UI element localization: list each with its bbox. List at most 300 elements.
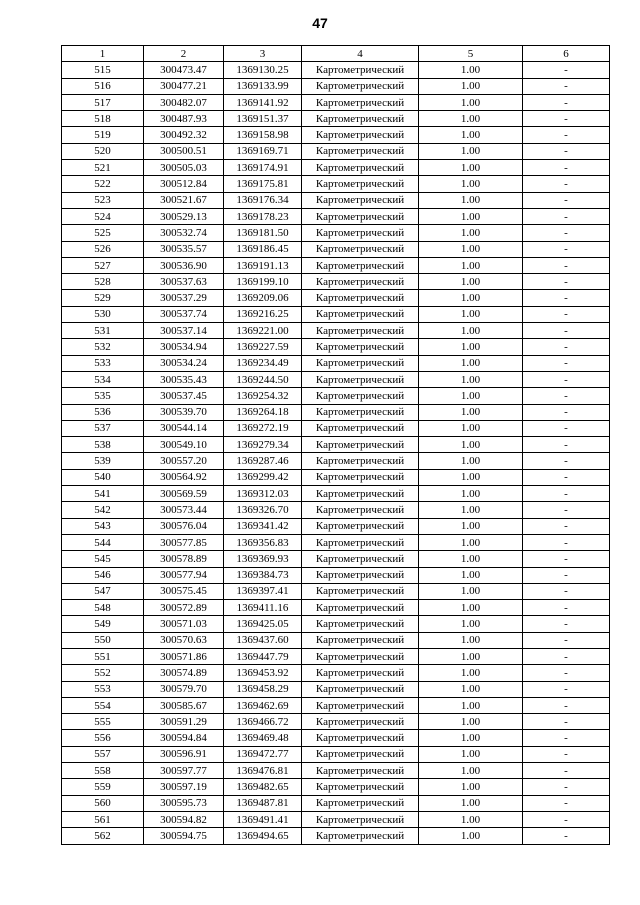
point-number-cell: 516 xyxy=(62,78,144,94)
method-cell: Картометрический xyxy=(302,746,419,762)
method-cell: Картометрический xyxy=(302,714,419,730)
note-cell: - xyxy=(523,371,610,387)
method-cell: Картометрический xyxy=(302,257,419,273)
method-cell: Картометрический xyxy=(302,518,419,534)
accuracy-cell: 1.00 xyxy=(419,192,523,208)
accuracy-cell: 1.00 xyxy=(419,714,523,730)
accuracy-cell: 1.00 xyxy=(419,225,523,241)
x-coordinate-cell: 300597.19 xyxy=(144,779,224,795)
column-header: 3 xyxy=(224,46,302,62)
point-number-cell: 547 xyxy=(62,583,144,599)
table-row xyxy=(62,616,610,632)
column-header: 1 xyxy=(62,46,144,62)
accuracy-cell: 1.00 xyxy=(419,502,523,518)
y-coordinate-cell: 1369425.05 xyxy=(224,616,302,632)
y-coordinate-cell: 1369130.25 xyxy=(224,62,302,78)
point-number-cell: 549 xyxy=(62,616,144,632)
method-cell: Картометрический xyxy=(302,274,419,290)
y-coordinate-cell: 1369487.81 xyxy=(224,795,302,811)
note-cell: - xyxy=(523,94,610,110)
note-cell: - xyxy=(523,437,610,453)
method-cell: Картометрический xyxy=(302,534,419,550)
y-coordinate-cell: 1369176.34 xyxy=(224,192,302,208)
accuracy-cell: 1.00 xyxy=(419,355,523,371)
note-cell: - xyxy=(523,583,610,599)
method-cell: Картометрический xyxy=(302,241,419,257)
method-cell: Картометрический xyxy=(302,502,419,518)
note-cell: - xyxy=(523,746,610,762)
x-coordinate-cell: 300573.44 xyxy=(144,502,224,518)
method-cell: Картометрический xyxy=(302,469,419,485)
x-coordinate-cell: 300512.84 xyxy=(144,176,224,192)
table-row xyxy=(62,62,610,78)
method-cell: Картометрический xyxy=(302,127,419,143)
point-number-cell: 545 xyxy=(62,551,144,567)
method-cell: Картометрический xyxy=(302,811,419,827)
x-coordinate-cell: 300577.94 xyxy=(144,567,224,583)
note-cell: - xyxy=(523,208,610,224)
note-cell: - xyxy=(523,78,610,94)
accuracy-cell: 1.00 xyxy=(419,681,523,697)
x-coordinate-cell: 300594.82 xyxy=(144,811,224,827)
x-coordinate-cell: 300482.07 xyxy=(144,94,224,110)
note-cell: - xyxy=(523,323,610,339)
accuracy-cell: 1.00 xyxy=(419,420,523,436)
method-cell: Картометрический xyxy=(302,94,419,110)
point-number-cell: 524 xyxy=(62,208,144,224)
point-number-cell: 525 xyxy=(62,225,144,241)
note-cell: - xyxy=(523,665,610,681)
accuracy-cell: 1.00 xyxy=(419,306,523,322)
table-row xyxy=(62,746,610,762)
table-row xyxy=(62,681,610,697)
note-cell: - xyxy=(523,811,610,827)
x-coordinate-cell: 300576.04 xyxy=(144,518,224,534)
point-number-cell: 555 xyxy=(62,714,144,730)
note-cell: - xyxy=(523,697,610,713)
y-coordinate-cell: 1369227.59 xyxy=(224,339,302,355)
table-row xyxy=(62,274,610,290)
note-cell: - xyxy=(523,648,610,664)
accuracy-cell: 1.00 xyxy=(419,208,523,224)
table-row xyxy=(62,632,610,648)
x-coordinate-cell: 300539.70 xyxy=(144,404,224,420)
point-number-cell: 523 xyxy=(62,192,144,208)
x-coordinate-cell: 300492.32 xyxy=(144,127,224,143)
x-coordinate-cell: 300557.20 xyxy=(144,453,224,469)
table-row xyxy=(62,795,610,811)
point-number-cell: 521 xyxy=(62,160,144,176)
note-cell: - xyxy=(523,486,610,502)
note-cell: - xyxy=(523,274,610,290)
accuracy-cell: 1.00 xyxy=(419,551,523,567)
accuracy-cell: 1.00 xyxy=(419,828,523,844)
accuracy-cell: 1.00 xyxy=(419,78,523,94)
method-cell: Картометрический xyxy=(302,192,419,208)
y-coordinate-cell: 1369264.18 xyxy=(224,404,302,420)
x-coordinate-cell: 300578.89 xyxy=(144,551,224,567)
column-header: 4 xyxy=(302,46,419,62)
accuracy-cell: 1.00 xyxy=(419,388,523,404)
method-cell: Картометрический xyxy=(302,730,419,746)
y-coordinate-cell: 1369133.99 xyxy=(224,78,302,94)
y-coordinate-cell: 1369384.73 xyxy=(224,567,302,583)
x-coordinate-cell: 300571.86 xyxy=(144,648,224,664)
column-header: 6 xyxy=(523,46,610,62)
accuracy-cell: 1.00 xyxy=(419,371,523,387)
accuracy-cell: 1.00 xyxy=(419,143,523,159)
note-cell: - xyxy=(523,111,610,127)
table-row xyxy=(62,208,610,224)
method-cell: Картометрический xyxy=(302,763,419,779)
x-coordinate-cell: 300537.63 xyxy=(144,274,224,290)
note-cell: - xyxy=(523,681,610,697)
note-cell: - xyxy=(523,616,610,632)
note-cell: - xyxy=(523,355,610,371)
y-coordinate-cell: 1369397.41 xyxy=(224,583,302,599)
table-row xyxy=(62,486,610,502)
table-row xyxy=(62,714,610,730)
note-cell: - xyxy=(523,453,610,469)
note-cell: - xyxy=(523,225,610,241)
y-coordinate-cell: 1369312.03 xyxy=(224,486,302,502)
note-cell: - xyxy=(523,730,610,746)
y-coordinate-cell: 1369234.49 xyxy=(224,355,302,371)
point-number-cell: 533 xyxy=(62,355,144,371)
x-coordinate-cell: 300595.73 xyxy=(144,795,224,811)
x-coordinate-cell: 300537.74 xyxy=(144,306,224,322)
accuracy-cell: 1.00 xyxy=(419,763,523,779)
accuracy-cell: 1.00 xyxy=(419,437,523,453)
table-row xyxy=(62,469,610,485)
note-cell: - xyxy=(523,160,610,176)
point-number-cell: 517 xyxy=(62,94,144,110)
method-cell: Картометрический xyxy=(302,665,419,681)
method-cell: Картометрический xyxy=(302,176,419,192)
method-cell: Картометрический xyxy=(302,583,419,599)
table-row xyxy=(62,551,610,567)
method-cell: Картометрический xyxy=(302,779,419,795)
y-coordinate-cell: 1369326.70 xyxy=(224,502,302,518)
note-cell: - xyxy=(523,176,610,192)
point-number-cell: 561 xyxy=(62,811,144,827)
y-coordinate-cell: 1369437.60 xyxy=(224,632,302,648)
accuracy-cell: 1.00 xyxy=(419,583,523,599)
x-coordinate-cell: 300521.67 xyxy=(144,192,224,208)
accuracy-cell: 1.00 xyxy=(419,257,523,273)
column-header: 2 xyxy=(144,46,224,62)
x-coordinate-cell: 300596.91 xyxy=(144,746,224,762)
accuracy-cell: 1.00 xyxy=(419,665,523,681)
y-coordinate-cell: 1369469.48 xyxy=(224,730,302,746)
x-coordinate-cell: 300529.13 xyxy=(144,208,224,224)
accuracy-cell: 1.00 xyxy=(419,746,523,762)
point-number-cell: 539 xyxy=(62,453,144,469)
note-cell: - xyxy=(523,62,610,78)
x-coordinate-cell: 300532.74 xyxy=(144,225,224,241)
table-row xyxy=(62,828,610,844)
point-number-cell: 532 xyxy=(62,339,144,355)
table-row xyxy=(62,111,610,127)
method-cell: Картометрический xyxy=(302,486,419,502)
x-coordinate-cell: 300594.84 xyxy=(144,730,224,746)
method-cell: Картометрический xyxy=(302,795,419,811)
note-cell: - xyxy=(523,779,610,795)
note-cell: - xyxy=(523,632,610,648)
note-cell: - xyxy=(523,257,610,273)
note-cell: - xyxy=(523,306,610,322)
y-coordinate-cell: 1369482.65 xyxy=(224,779,302,795)
x-coordinate-cell: 300577.85 xyxy=(144,534,224,550)
point-number-cell: 556 xyxy=(62,730,144,746)
accuracy-cell: 1.00 xyxy=(419,323,523,339)
y-coordinate-cell: 1369466.72 xyxy=(224,714,302,730)
accuracy-cell: 1.00 xyxy=(419,160,523,176)
method-cell: Картометрический xyxy=(302,339,419,355)
point-number-cell: 534 xyxy=(62,371,144,387)
table-row xyxy=(62,730,610,746)
point-number-cell: 528 xyxy=(62,274,144,290)
x-coordinate-cell: 300477.21 xyxy=(144,78,224,94)
point-number-cell: 538 xyxy=(62,437,144,453)
x-coordinate-cell: 300535.43 xyxy=(144,371,224,387)
y-coordinate-cell: 1369341.42 xyxy=(224,518,302,534)
note-cell: - xyxy=(523,420,610,436)
x-coordinate-cell: 300597.77 xyxy=(144,763,224,779)
x-coordinate-cell: 300579.70 xyxy=(144,681,224,697)
accuracy-cell: 1.00 xyxy=(419,94,523,110)
accuracy-cell: 1.00 xyxy=(419,62,523,78)
accuracy-cell: 1.00 xyxy=(419,111,523,127)
header-row xyxy=(62,46,610,62)
point-number-cell: 544 xyxy=(62,534,144,550)
x-coordinate-cell: 300549.10 xyxy=(144,437,224,453)
x-coordinate-cell: 300534.94 xyxy=(144,339,224,355)
y-coordinate-cell: 1369458.29 xyxy=(224,681,302,697)
x-coordinate-cell: 300487.93 xyxy=(144,111,224,127)
accuracy-cell: 1.00 xyxy=(419,339,523,355)
table-row xyxy=(62,306,610,322)
y-coordinate-cell: 1369216.25 xyxy=(224,306,302,322)
y-coordinate-cell: 1369141.92 xyxy=(224,94,302,110)
point-number-cell: 552 xyxy=(62,665,144,681)
table-row xyxy=(62,648,610,664)
x-coordinate-cell: 300537.45 xyxy=(144,388,224,404)
method-cell: Картометрический xyxy=(302,143,419,159)
method-cell: Картометрический xyxy=(302,160,419,176)
table-row xyxy=(62,176,610,192)
table-row xyxy=(62,811,610,827)
table-row xyxy=(62,437,610,453)
y-coordinate-cell: 1369411.16 xyxy=(224,600,302,616)
x-coordinate-cell: 300574.89 xyxy=(144,665,224,681)
method-cell: Картометрический xyxy=(302,616,419,632)
note-cell: - xyxy=(523,795,610,811)
method-cell: Картометрический xyxy=(302,62,419,78)
accuracy-cell: 1.00 xyxy=(419,632,523,648)
table-row xyxy=(62,371,610,387)
table-row xyxy=(62,779,610,795)
method-cell: Картометрический xyxy=(302,355,419,371)
point-number-cell: 520 xyxy=(62,143,144,159)
x-coordinate-cell: 300537.29 xyxy=(144,290,224,306)
accuracy-cell: 1.00 xyxy=(419,469,523,485)
x-coordinate-cell: 300473.47 xyxy=(144,62,224,78)
accuracy-cell: 1.00 xyxy=(419,453,523,469)
accuracy-cell: 1.00 xyxy=(419,534,523,550)
note-cell: - xyxy=(523,192,610,208)
point-number-cell: 540 xyxy=(62,469,144,485)
point-number-cell: 559 xyxy=(62,779,144,795)
y-coordinate-cell: 1369199.10 xyxy=(224,274,302,290)
accuracy-cell: 1.00 xyxy=(419,176,523,192)
note-cell: - xyxy=(523,600,610,616)
note-cell: - xyxy=(523,339,610,355)
y-coordinate-cell: 1369299.42 xyxy=(224,469,302,485)
point-number-cell: 542 xyxy=(62,502,144,518)
note-cell: - xyxy=(523,241,610,257)
method-cell: Картометрический xyxy=(302,290,419,306)
y-coordinate-cell: 1369462.69 xyxy=(224,697,302,713)
accuracy-cell: 1.00 xyxy=(419,567,523,583)
accuracy-cell: 1.00 xyxy=(419,600,523,616)
point-number-cell: 518 xyxy=(62,111,144,127)
note-cell: - xyxy=(523,143,610,159)
note-cell: - xyxy=(523,518,610,534)
y-coordinate-cell: 1369494.65 xyxy=(224,828,302,844)
point-number-cell: 554 xyxy=(62,697,144,713)
table-row xyxy=(62,339,610,355)
point-number-cell: 535 xyxy=(62,388,144,404)
note-cell: - xyxy=(523,127,610,143)
method-cell: Картометрический xyxy=(302,111,419,127)
point-number-cell: 519 xyxy=(62,127,144,143)
note-cell: - xyxy=(523,534,610,550)
table-row xyxy=(62,160,610,176)
y-coordinate-cell: 1369254.32 xyxy=(224,388,302,404)
y-coordinate-cell: 1369191.13 xyxy=(224,257,302,273)
y-coordinate-cell: 1369175.81 xyxy=(224,176,302,192)
note-cell: - xyxy=(523,404,610,420)
accuracy-cell: 1.00 xyxy=(419,404,523,420)
y-coordinate-cell: 1369221.00 xyxy=(224,323,302,339)
table-row xyxy=(62,583,610,599)
method-cell: Картометрический xyxy=(302,453,419,469)
x-coordinate-cell: 300575.45 xyxy=(144,583,224,599)
x-coordinate-cell: 300571.03 xyxy=(144,616,224,632)
y-coordinate-cell: 1369272.19 xyxy=(224,420,302,436)
y-coordinate-cell: 1369151.37 xyxy=(224,111,302,127)
y-coordinate-cell: 1369158.98 xyxy=(224,127,302,143)
table-row xyxy=(62,225,610,241)
point-number-cell: 522 xyxy=(62,176,144,192)
method-cell: Картометрический xyxy=(302,208,419,224)
table-row xyxy=(62,127,610,143)
x-coordinate-cell: 300534.24 xyxy=(144,355,224,371)
table-row xyxy=(62,388,610,404)
accuracy-cell: 1.00 xyxy=(419,127,523,143)
y-coordinate-cell: 1369476.81 xyxy=(224,763,302,779)
x-coordinate-cell: 300500.51 xyxy=(144,143,224,159)
y-coordinate-cell: 1369472.77 xyxy=(224,746,302,762)
accuracy-cell: 1.00 xyxy=(419,616,523,632)
x-coordinate-cell: 300570.63 xyxy=(144,632,224,648)
accuracy-cell: 1.00 xyxy=(419,241,523,257)
method-cell: Картометрический xyxy=(302,225,419,241)
method-cell: Картометрический xyxy=(302,388,419,404)
y-coordinate-cell: 1369169.71 xyxy=(224,143,302,159)
x-coordinate-cell: 300569.59 xyxy=(144,486,224,502)
y-coordinate-cell: 1369244.50 xyxy=(224,371,302,387)
table-row xyxy=(62,534,610,550)
x-coordinate-cell: 300536.90 xyxy=(144,257,224,273)
point-number-cell: 527 xyxy=(62,257,144,273)
note-cell: - xyxy=(523,388,610,404)
accuracy-cell: 1.00 xyxy=(419,811,523,827)
table-row xyxy=(62,78,610,94)
table-row xyxy=(62,502,610,518)
x-coordinate-cell: 300591.29 xyxy=(144,714,224,730)
method-cell: Картометрический xyxy=(302,567,419,583)
y-coordinate-cell: 1369181.50 xyxy=(224,225,302,241)
table-row xyxy=(62,355,610,371)
y-coordinate-cell: 1369453.92 xyxy=(224,665,302,681)
page-number: 47 xyxy=(312,15,328,31)
table-row xyxy=(62,567,610,583)
note-cell: - xyxy=(523,763,610,779)
table-header xyxy=(62,46,610,62)
note-cell: - xyxy=(523,502,610,518)
method-cell: Картометрический xyxy=(302,78,419,94)
y-coordinate-cell: 1369491.41 xyxy=(224,811,302,827)
point-number-cell: 515 xyxy=(62,62,144,78)
point-number-cell: 558 xyxy=(62,763,144,779)
method-cell: Картометрический xyxy=(302,681,419,697)
table-row xyxy=(62,192,610,208)
point-number-cell: 541 xyxy=(62,486,144,502)
y-coordinate-cell: 1369186.45 xyxy=(224,241,302,257)
method-cell: Картометрический xyxy=(302,323,419,339)
point-number-cell: 529 xyxy=(62,290,144,306)
method-cell: Картометрический xyxy=(302,306,419,322)
x-coordinate-cell: 300564.92 xyxy=(144,469,224,485)
accuracy-cell: 1.00 xyxy=(419,648,523,664)
table-row xyxy=(62,697,610,713)
y-coordinate-cell: 1369209.06 xyxy=(224,290,302,306)
method-cell: Картометрический xyxy=(302,371,419,387)
y-coordinate-cell: 1369174.91 xyxy=(224,160,302,176)
table-body xyxy=(62,62,610,844)
y-coordinate-cell: 1369369.93 xyxy=(224,551,302,567)
point-number-cell: 531 xyxy=(62,323,144,339)
x-coordinate-cell: 300505.03 xyxy=(144,160,224,176)
point-number-cell: 551 xyxy=(62,648,144,664)
accuracy-cell: 1.00 xyxy=(419,290,523,306)
coordinates-table xyxy=(61,45,610,845)
accuracy-cell: 1.00 xyxy=(419,486,523,502)
point-number-cell: 526 xyxy=(62,241,144,257)
x-coordinate-cell: 300544.14 xyxy=(144,420,224,436)
point-number-cell: 548 xyxy=(62,600,144,616)
table-row xyxy=(62,763,610,779)
method-cell: Картометрический xyxy=(302,600,419,616)
note-cell: - xyxy=(523,551,610,567)
table-row xyxy=(62,665,610,681)
accuracy-cell: 1.00 xyxy=(419,779,523,795)
method-cell: Картометрический xyxy=(302,697,419,713)
point-number-cell: 550 xyxy=(62,632,144,648)
method-cell: Картометрический xyxy=(302,420,419,436)
